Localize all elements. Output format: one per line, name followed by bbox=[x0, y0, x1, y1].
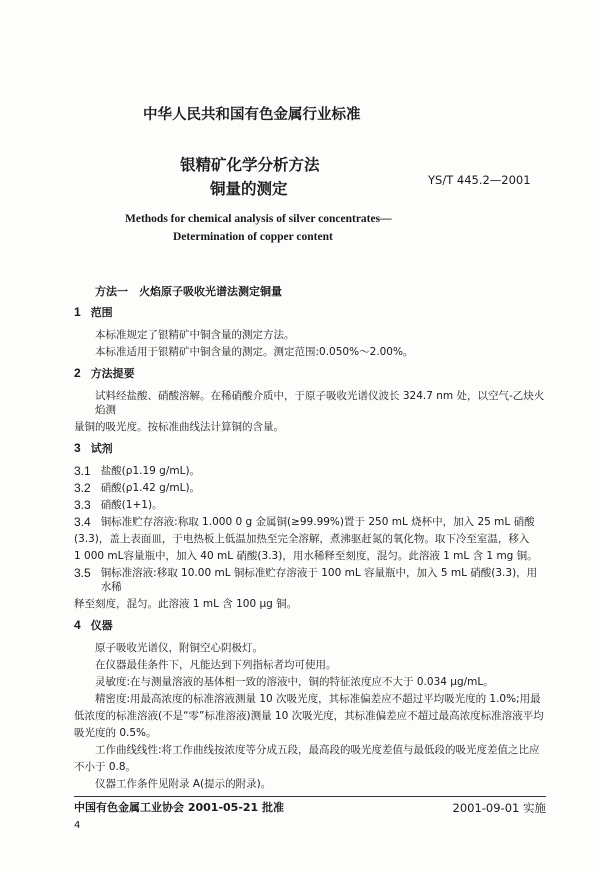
section-2-heading bbox=[74, 366, 546, 381]
paragraph-line: 不小于 0.8。 bbox=[74, 760, 137, 773]
paragraph-line: 吸光度的 0.5%。 bbox=[74, 726, 157, 739]
title-cn-line1: 银精矿化学分析方法 bbox=[180, 156, 320, 174]
paragraph-line: 在仪器最佳条件下，凡能达到下列指标者均可使用。 bbox=[95, 658, 337, 671]
item-text: 铜标准贮存溶液:称取 1.000 0 g 金属铜(≥99.99%)置于 250 mL 烧杯中，加入 25 mL 硝酸 bbox=[100, 515, 535, 528]
paragraph-line: 量铜的吸光度。按标准曲线法计算铜的含量。 bbox=[74, 420, 284, 433]
paragraph-line: 原子吸收光谱仪，附铜空心阴极灯。 bbox=[95, 641, 263, 654]
item-number: 3.3 bbox=[74, 497, 91, 512]
paragraph-line: 本标准规定了银精矿中铜含量的测定方法。 bbox=[95, 328, 295, 341]
reagent-3-3 bbox=[74, 496, 546, 513]
item-number: 3.5 bbox=[74, 565, 91, 580]
paragraph-line: 工作曲线线性:将工作曲线按浓度等分成五段，最高段的吸光度差值与最低段的吸光度差值之比应 bbox=[95, 743, 540, 756]
paragraph-line: 灵敏度:在与测量溶液的基体相一致的溶液中，铜的特征浓度应不大于 0.034 μg/mL。 bbox=[95, 675, 494, 688]
reagent-3-5 bbox=[74, 564, 546, 595]
page-number: 4 bbox=[74, 820, 81, 831]
paragraph-line: 精密度:用最高浓度的标准溶液测量 10 次吸光度，其标准偏差应不超过平均吸光度的 1.0%;用最 bbox=[95, 692, 541, 705]
paragraph-line: 试料经盐酸、硝酸溶解。在稀硝酸介质中，于原子吸收光谱仪波长 324.7 nm 处，以空气-乙炔火焰测 bbox=[95, 389, 545, 416]
reagent-3-2 bbox=[74, 479, 546, 496]
section-3-heading bbox=[74, 441, 546, 456]
paragraph-line: 1 000 mL容量瓶中，加入 40 mL 硝酸(3.3)，用水稀释至刻度，混匀。此溶液 1 mL 含 1 mg 铜。 bbox=[74, 549, 538, 562]
paragraph-line: 仪器工作条件见附录 A(提示的附录)。 bbox=[95, 777, 272, 790]
approval-note: 中国有色金属工业协会 2001-05-21 批准 bbox=[74, 801, 285, 814]
section-title: 方法提要 bbox=[90, 367, 135, 380]
item-number: 3.2 bbox=[74, 480, 91, 495]
effective-date: 2001-09-01 实施 bbox=[452, 801, 546, 815]
item-number: 3.1 bbox=[74, 463, 91, 478]
standard-code: YS/T 445.2—2001 bbox=[428, 173, 531, 187]
paragraph-line: (3.3)，盖上表面皿，于电热板上低温加热至完全溶解，煮沸驱赶氮的氧化物。取下冷至室温，移入 bbox=[74, 532, 530, 545]
issuing-body: 中华人民共和国有色金属行业标准 bbox=[143, 107, 361, 123]
section-4-heading bbox=[74, 618, 546, 633]
section-title: 试剂 bbox=[90, 442, 113, 455]
title-cn-line2: 铜量的测定 bbox=[210, 180, 288, 198]
item-text: 盐酸(ρ1.19 g/mL)。 bbox=[100, 464, 201, 477]
section-number: 1 bbox=[74, 305, 81, 319]
item-text: 硝酸(ρ1.42 g/mL)。 bbox=[100, 481, 201, 494]
reagent-3-4 bbox=[74, 513, 546, 530]
section-title: 仪器 bbox=[90, 619, 113, 632]
title-en-line2: Determination of copper content bbox=[173, 231, 333, 243]
paragraph-line: 本标准适用于银精矿中铜含量的测定。测定范围:0.050%～2.00%。 bbox=[95, 345, 414, 358]
section-title: 范围 bbox=[90, 306, 113, 319]
section-number: 2 bbox=[74, 366, 81, 380]
section-number: 4 bbox=[74, 618, 81, 632]
reagent-3-1 bbox=[74, 462, 546, 479]
paragraph-line: 释至刻度，混匀。此溶液 1 mL 含 100 μg 铜。 bbox=[74, 597, 298, 610]
footer bbox=[74, 796, 546, 815]
section-number: 3 bbox=[74, 441, 81, 455]
title-en-line1: Methods for chemical analysis of silver concentrates— bbox=[125, 213, 392, 225]
item-text: 铜标准溶液:移取 10.00 mL 铜标准贮存溶液于 100 mL 容量瓶中，加入 5 mL 硝酸(3.3)，用水稀 bbox=[100, 566, 538, 593]
paragraph-line: 低浓度的标准溶液(不是“零”标准溶液)测量 10 次吸光度，其标准偏差应不超过最高浓度标准溶液平均 bbox=[74, 709, 544, 722]
method-heading: 方法一 火焰原子吸收光谱法测定铜量 bbox=[95, 285, 282, 298]
item-text: 硝酸(1+1)。 bbox=[100, 498, 163, 511]
item-number: 3.4 bbox=[74, 514, 91, 529]
section-1-heading bbox=[74, 305, 546, 320]
